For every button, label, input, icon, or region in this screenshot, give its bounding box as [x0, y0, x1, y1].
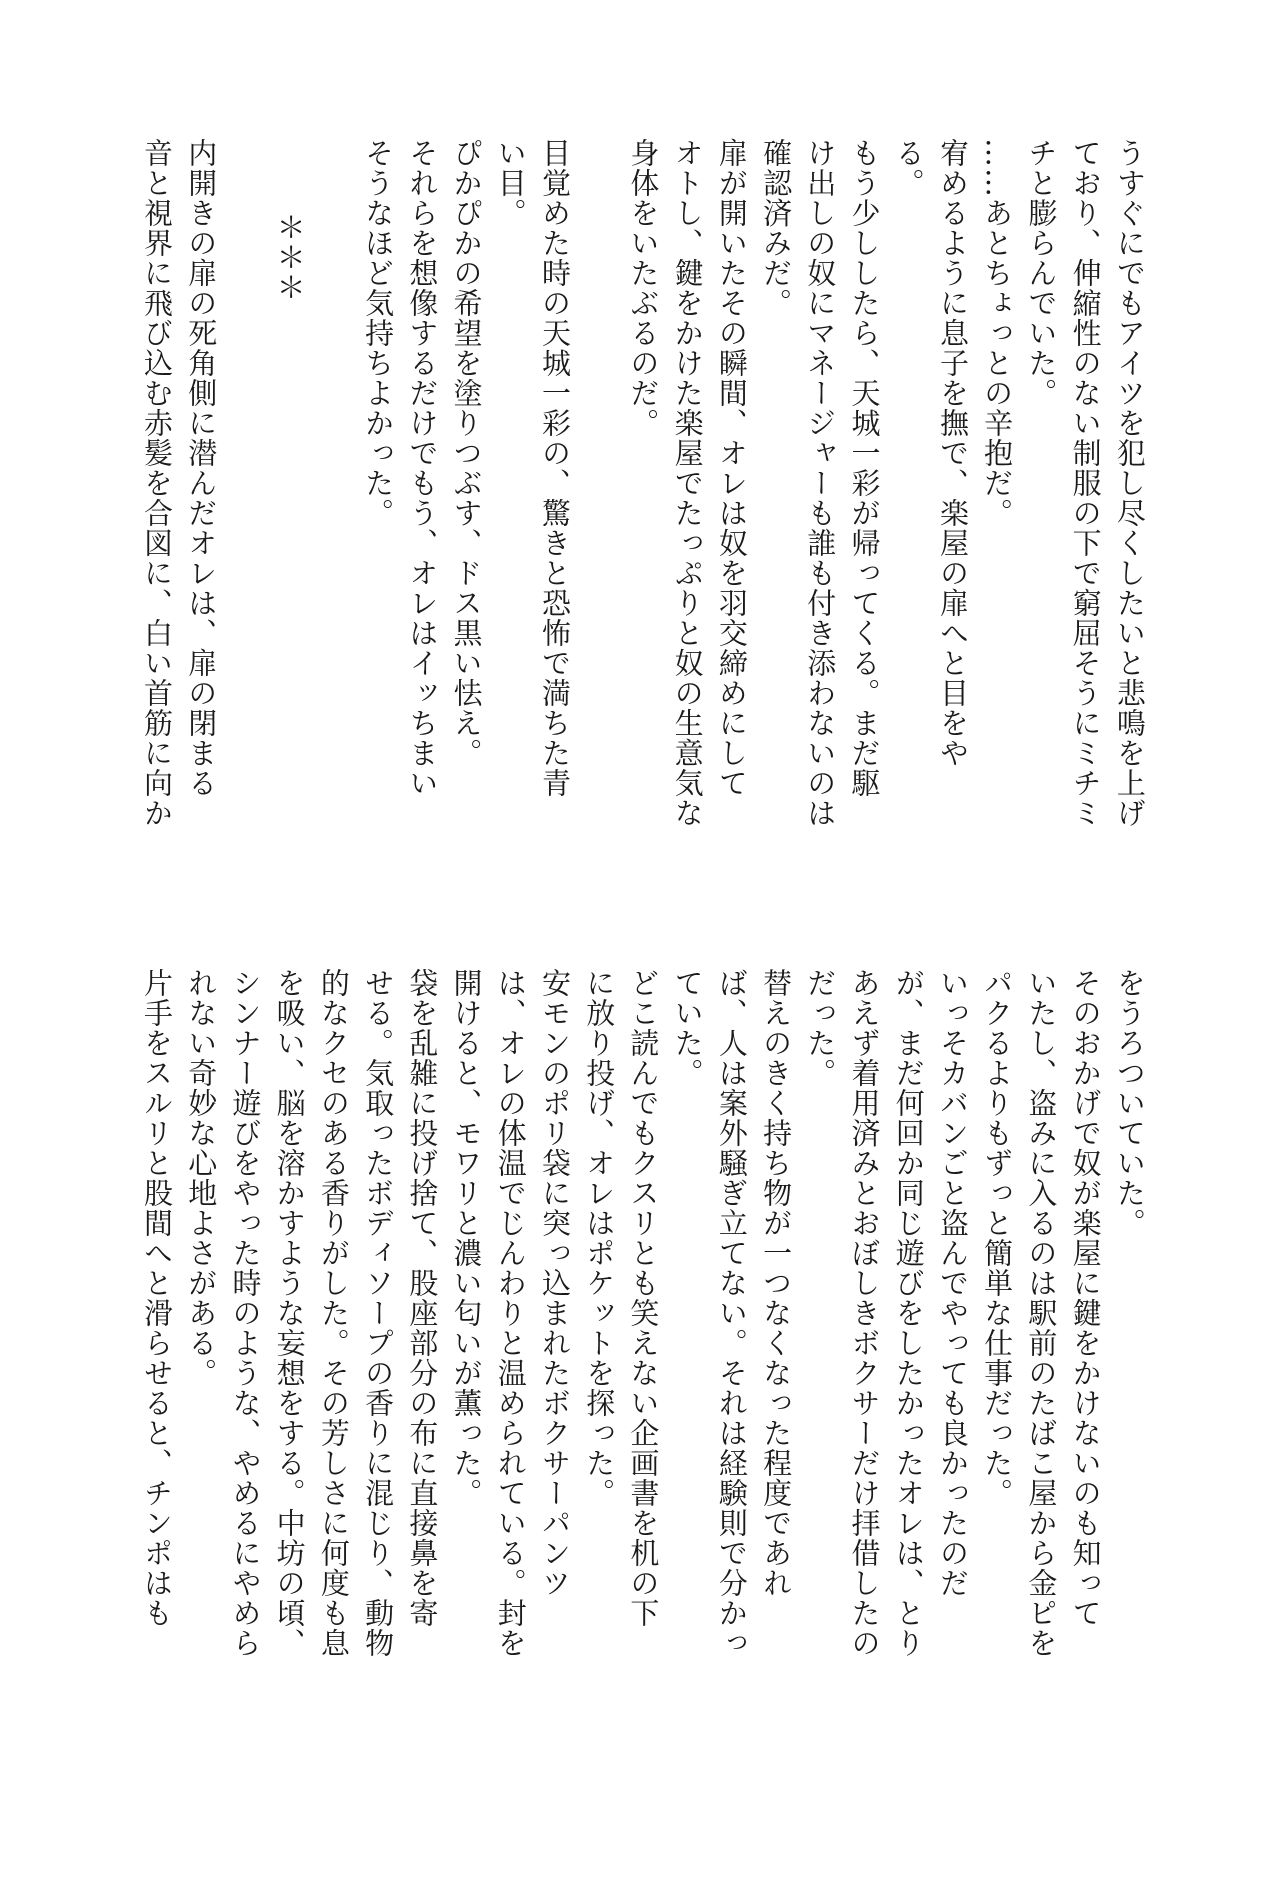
text-column: ぴかぴかの希望を塗りつぶす、ドス黒い怯え。 [449, 138, 484, 768]
text-column: る。 [891, 138, 926, 198]
text-column: 替えのきく持ち物が一つなくなった程度であれ [759, 968, 794, 1598]
text-block-lower [138, 968, 1148, 1768]
text-column: 宥めるように息子を撫で、楽屋の扉へと目をや [935, 138, 970, 768]
text-column: 袋を乱雑に投げ捨て、股座部分の布に直接鼻を寄 [405, 968, 440, 1628]
text-column: 的なクセのある香りがした。その芳しさに何度も息 [316, 968, 351, 1658]
text-column: ……あとちょっとの辛抱だ。 [980, 138, 1015, 528]
text-column: そのおかげで奴が楽屋に鍵をかけないのも知って [1068, 968, 1103, 1628]
text-column: に放り投げ、オレはポケットを探った。 [582, 968, 617, 1508]
text-column: れない奇妙な心地よさがある。 [184, 968, 219, 1388]
text-column: をうろついていた。 [1112, 968, 1147, 1238]
text-column: い目。 [493, 138, 528, 228]
text-column: 内開きの扉の死角側に潜んだオレは、扉の閉まる [184, 138, 219, 798]
text-column: 扉が開いたその瞬間、オレは奴を羽交締めにして [714, 138, 749, 798]
text-column: せる。気取ったボディソープの香りに混じり、動物 [361, 968, 396, 1658]
text-column: うすぐにでもアイツを犯し尽くしたいと悲鳴を上げ [1112, 138, 1147, 828]
text-column: あえず着用済みとおぼしきボクサーだけ拝借したの [847, 968, 882, 1658]
text-block-upper [138, 138, 1148, 938]
text-column: そうなほど気持ちよかった。 [361, 138, 396, 528]
text-column: それらを想像するだけでもう、オレはイッちまい [405, 138, 440, 798]
text-column: 開けると、モワリと濃い匂いが薫った。 [449, 968, 484, 1508]
text-column: 安モンのポリ袋に突っ込まれたボクサーパンツ [537, 968, 572, 1598]
text-column: 身体をいたぶるのだ。 [626, 138, 661, 438]
text-column: どこ読んでもクスリとも笑えない企画書を机の下 [626, 968, 661, 1628]
text-column: 片手をスルリと股間へと滑らせると、チンポはも [140, 968, 174, 1628]
text-column: シンナー遊びをやった時のような、やめるにやめら [228, 968, 263, 1658]
text-column: ており、伸縮性のない制服の下で窮屈そうにミチミ [1068, 138, 1103, 828]
text-column: は、オレの体温でじんわりと温められている。封を [493, 968, 528, 1658]
text-column: もう少ししたら、天城一彩が帰ってくる。まだ駆 [847, 138, 882, 798]
text-column: ていた。 [670, 968, 705, 1088]
text-column: チと膨らんでいた。 [1024, 138, 1059, 408]
text-column: いっそカバンごと盗んでやっても良かったのだ [935, 968, 970, 1598]
text-column: 目覚めた時の天城一彩の、驚きと恐怖で満ちた青 [537, 138, 572, 798]
text-column: が、まだ何回か同じ遊びをしたかったオレは、とり [891, 968, 926, 1658]
text-column: いたし、盗みに入るのは駅前のたばこ屋から金ピを [1024, 968, 1059, 1658]
scene-break-marker: ＊＊＊ [272, 212, 307, 302]
text-column: 音と視界に飛び込む赤髪を合図に、白い首筋に向か [140, 138, 174, 828]
text-column: 確認済みだ。 [759, 138, 794, 318]
text-column: け出しの奴にマネージャーも誰も付き添わないのは [803, 138, 838, 828]
text-column: オトし、鍵をかけた楽屋でたっぷりと奴の生意気な [670, 138, 705, 828]
text-column: だった。 [803, 968, 838, 1088]
text-column: ば、人は案外騒ぎ立てない。それは経験則で分かっ [714, 968, 749, 1658]
text-column: パクるよりもずっと簡単な仕事だった。 [980, 968, 1015, 1508]
text-column: を吸い、脳を溶かすような妄想をする。中坊の頃、 [272, 968, 307, 1658]
